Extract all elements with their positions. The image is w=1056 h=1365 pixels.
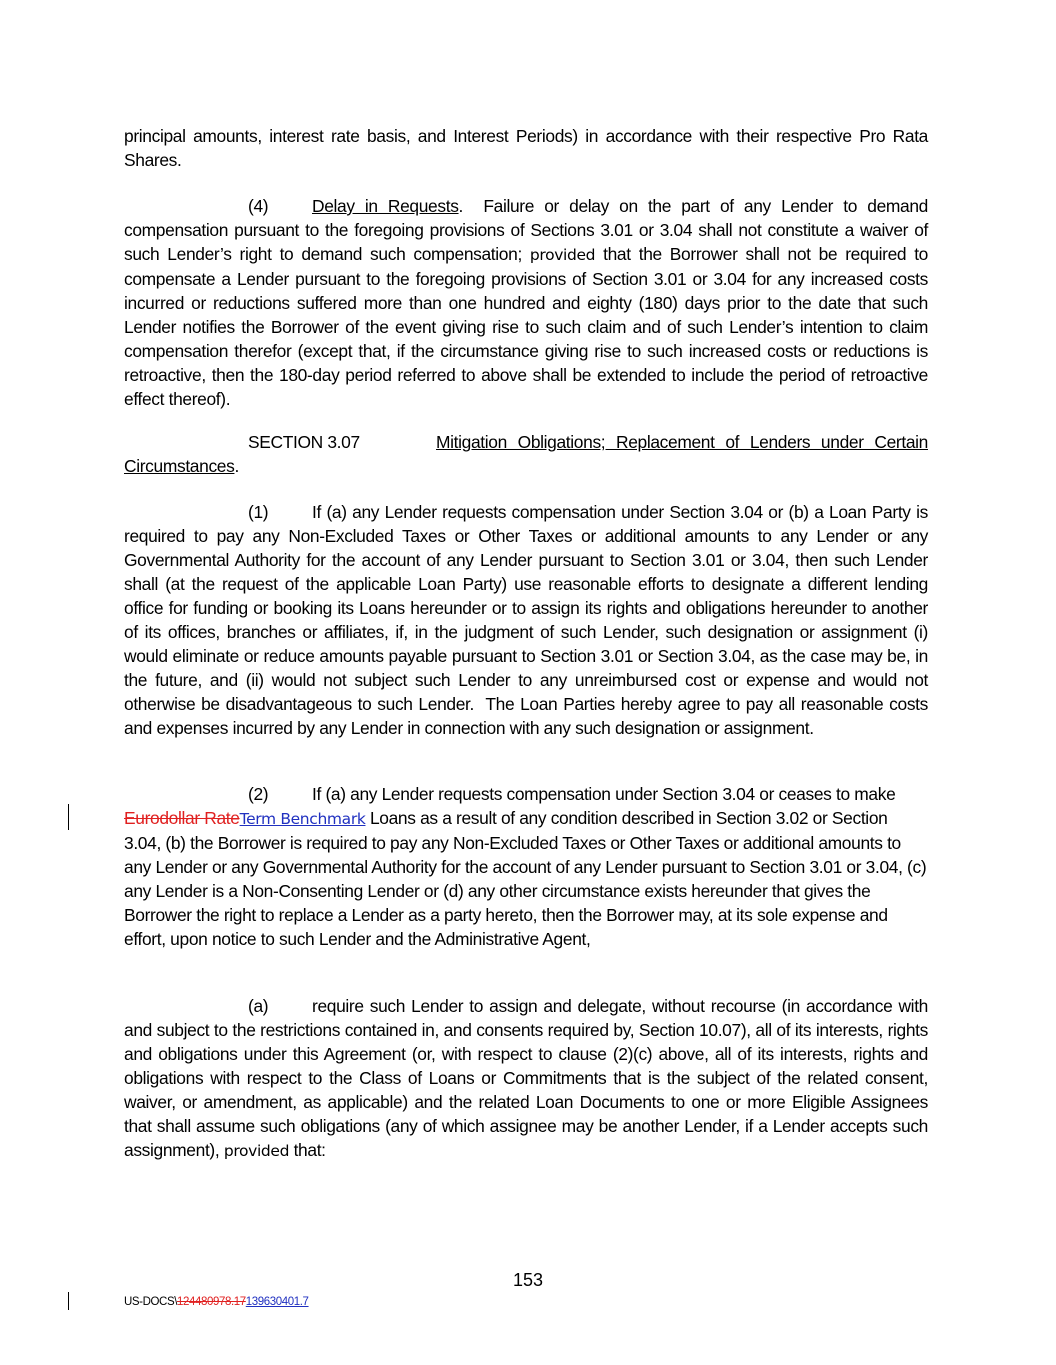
paragraph-4-heading: Delay in Requests	[312, 196, 459, 216]
paragraph-2-text-a: If (a) any Lender requests compensation under Section 3.04 or ceases to make	[312, 784, 896, 804]
section-number: SECTION 3.07	[248, 432, 360, 452]
paragraph-4-text-a: Failure or delay on the part of any Lender to demand compensation pursuant to the foregoing provisions of Sections 3.01 or 3.04 shall not constitute a waiver of such Lender’s right to demand such compensation;	[124, 196, 933, 264]
paragraph-4-text-b: that the Borrower shall not be required to compensate a Lender pursuant to the foregoing provisions of Section 3.01 or 3.04 for any increased costs incurred or reductions suffered more than one hundred and eighty (180) days prior to the date that such Lender notifies the Borrower of the event giving rise to such claim and of such Lender’s intention to claim compensation therefor (except that, if the circumstance giving rise to such increased costs or reductions is retroactive, then the 180-day period referred to above shall be extended to include the period of retroactive effect thereof).	[124, 244, 929, 409]
page-number: 153	[512, 1270, 544, 1290]
paragraph-4	[124, 194, 933, 411]
paragraph-4-number: (4)	[248, 196, 269, 216]
paragraph-2-number: (2)	[248, 784, 269, 804]
paragraph-1	[124, 500, 933, 740]
section-title-end: .	[234, 456, 239, 476]
document-id-inserted: 139630401.7	[245, 1296, 309, 1308]
clause-a-text-b: that:	[289, 1140, 326, 1160]
section-heading	[124, 430, 928, 478]
clause-a-provided: provided	[223, 1142, 290, 1160]
document-id-deleted: 124480978.17	[177, 1296, 246, 1308]
inserted-text: Term Benchmark	[239, 810, 366, 828]
change-bar	[68, 804, 69, 830]
clause-a-text-a: require such Lender to assign and delegate, without recourse (in accordance with and subject to the restrictions contained in, and consents required by, Section 10.07), all of its interests, rights and obligations under this Agreement (or, with respect to clause (2)(c) above, all of its interests, rights and obligations with respect to the Class of Loans or Commitments that is the subject of the related consent, waiver, or amendment, as applicable) and the related Loan Documents to one or more Eligible Assignees that shall assume such obligations (any of which assignee may be another Lender, if a Lender accepts such assignment),	[124, 996, 928, 1160]
clause-a-number: (a)	[248, 996, 269, 1016]
footer-change-bar	[68, 1292, 69, 1310]
continuation-text: principal amounts, interest rate basis, and Interest Periods) in accordance with their respective Pro Rata Shares.	[124, 126, 928, 170]
deleted-text: Eurodollar Rate	[124, 808, 240, 828]
section-title: Mitigation Obligations; Replacement of Lenders under Certain Circumstances	[124, 432, 928, 476]
paragraph-1-text: If (a) any Lender requests compensation under Section 3.04 or (b) a Loan Party is required to pay any Non-Excluded Taxes or Other Taxes or additional amounts to any Lender or any Governmental Authority for the account of any Lender pursuant to Section 3.01 or 3.04, then such Lender shall (at the request of the applicable Loan Party) use reasonable efforts to designate a different lending office for funding or booking its Loans hereunder or to assign its rights and obligations hereunder to another of its offices, branches or affiliates, if, in the judgment of such Lender, such designation or assignment (i) would eliminate or reduce amounts payable pursuant to Section 3.01 or Section 3.04, as the case may be, in the future, and (ii) would not subject such Lender to any unreimbursed cost or expense and would not otherwise be disadvantageous to such Lender. The Loan Parties hereby agree to pay all reasonable costs and expenses incurred by any Lender in connection with any such designation or assignment.	[124, 502, 933, 738]
paragraph-1-number: (1)	[248, 502, 269, 522]
paragraph-2	[124, 782, 928, 951]
paragraph-4-heading-end: .	[458, 196, 464, 216]
paragraph-4-provided: provided	[529, 246, 596, 264]
document-id	[124, 1294, 309, 1310]
clause-a	[124, 994, 928, 1163]
continuation-paragraph	[124, 124, 928, 172]
paragraph-2-text-b: Loans as a result of any condition described in Section 3.02 or Section 3.04, (b) the Borrower is required to pay any Non-Excluded Taxes or Other Taxes or additional amounts to any Lender or any Governmental Authority for the account of any Lender pursuant to Section 3.01 or 3.04, (c) any Lender is a Non-Consenting Lender or (d) any other circumstance exists hereunder that gives the Borrower the right to replace a Lender as a party hereto, then the Borrower may, at its sole expense and effort, upon notice to such Lender and the Administrative Agent,	[124, 808, 927, 949]
document-id-prefix: US-DOCS\	[124, 1296, 178, 1308]
